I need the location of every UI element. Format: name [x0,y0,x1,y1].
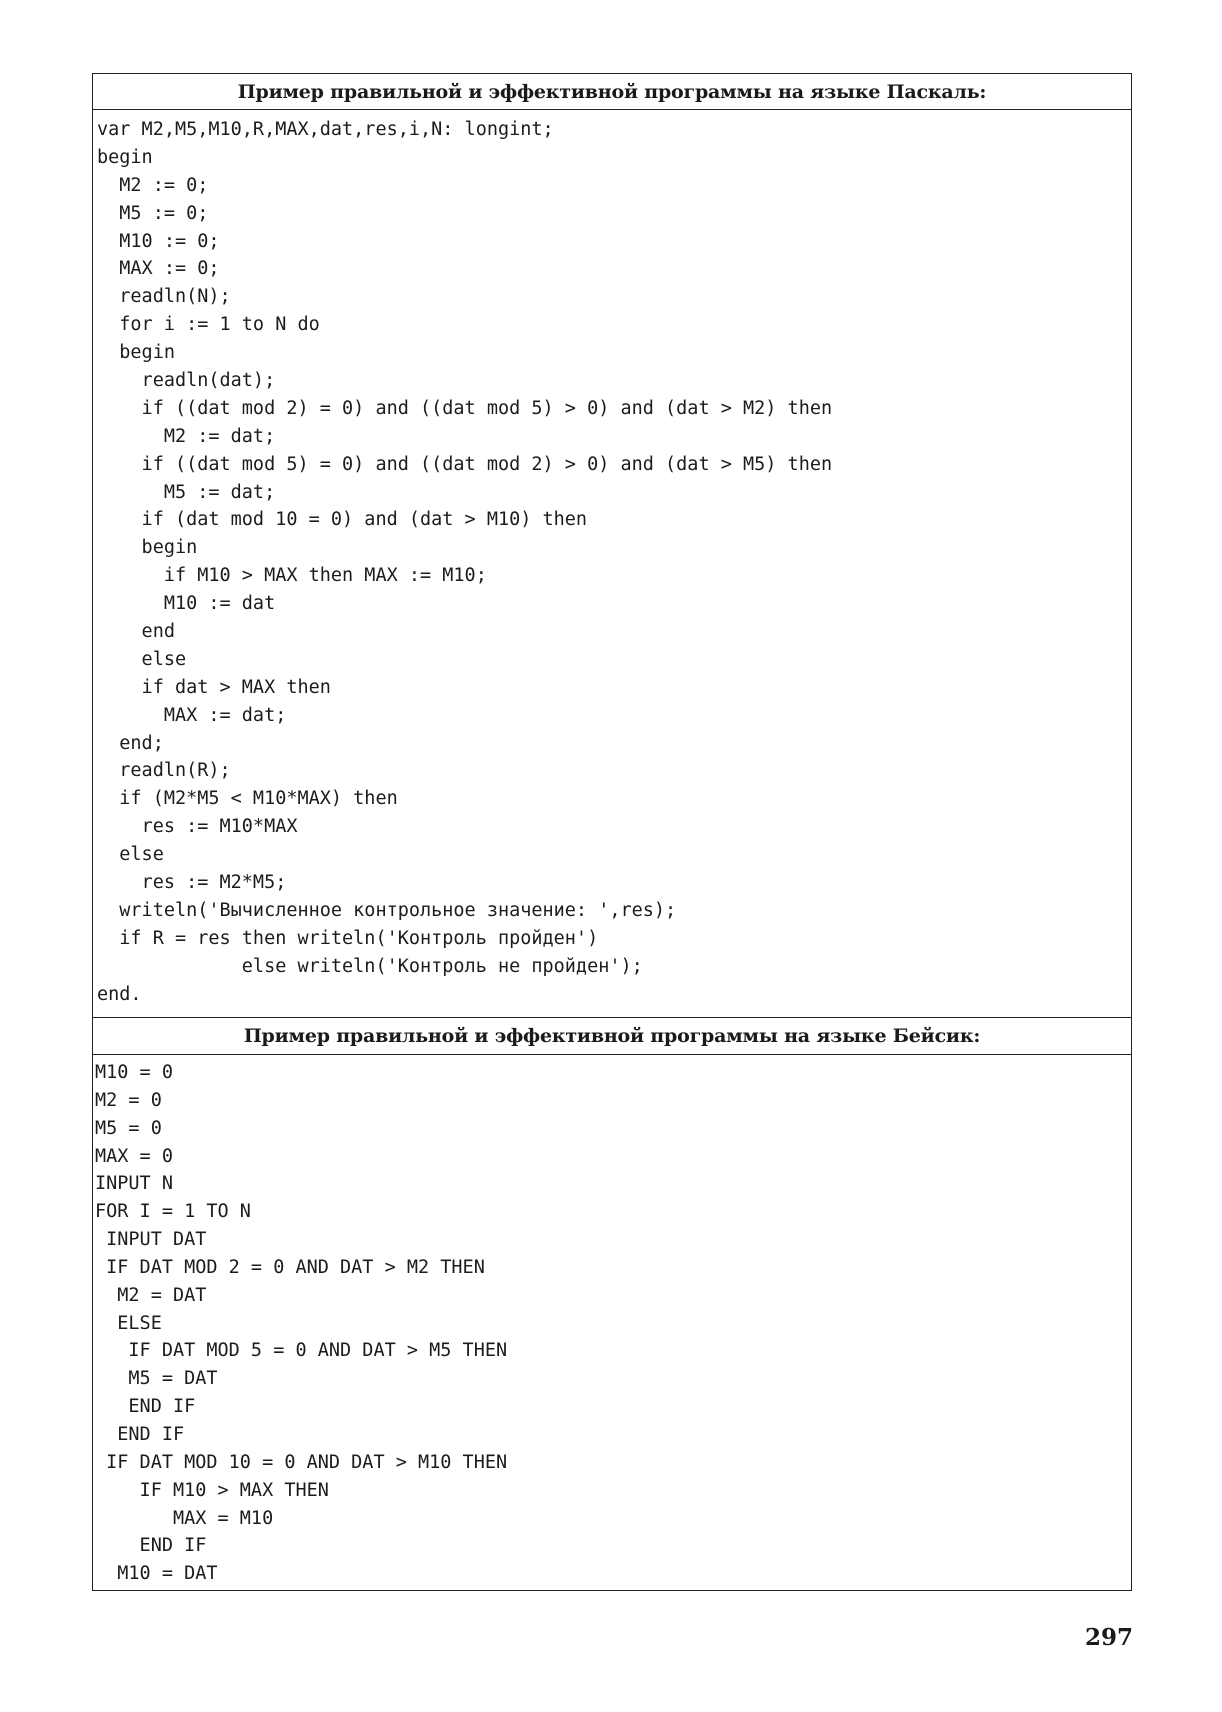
code-line: M10 := 0; [97,230,220,252]
code-line: M2 = 0 [95,1089,162,1111]
code-line: for i := 1 to N do [97,314,320,336]
code-line: if ((dat mod 5) = 0) and ((dat mod 2) > 0) and (dat > M5) then [97,453,833,475]
code-line: readln(R); [97,760,231,782]
code-line: end. [97,983,142,1005]
code-line: M2 := 0; [97,174,209,196]
code-line: INPUT DAT [95,1229,207,1251]
basic-code-listing [95,1059,1131,1588]
code-line: M5 = 0 [95,1117,162,1139]
code-line: begin [97,146,153,168]
code-line: begin [97,342,175,364]
code-line: FOR I = 1 TO N [95,1201,251,1223]
code-listing-frame [92,73,1132,1591]
code-line: IF M10 > MAX THEN [95,1479,329,1501]
code-line: M10 = DAT [95,1563,218,1585]
pascal-code-listing [97,116,1131,1009]
code-line: if ((dat mod 2) = 0) and ((dat mod 5) > 0) and (dat > M2) then [97,397,833,419]
basic-section-header: Пример правильной и эффективной программы на языке Бейсик: [93,1017,1131,1055]
code-line: M10 := dat [97,593,276,615]
code-line: M2 := dat; [97,425,276,447]
code-line: res := M10*MAX [97,816,298,838]
code-line: M2 = DAT [95,1284,207,1306]
code-line: end [97,621,175,643]
code-line: readln(N); [97,286,231,308]
pascal-section-header: Пример правильной и эффективной программы на языке Паскаль: [93,74,1131,110]
code-line: if M10 > MAX then MAX := M10; [97,565,487,587]
code-line: END IF [95,1423,185,1445]
code-line: ELSE [95,1312,162,1334]
code-line: if (dat mod 10 = 0) and (dat > M10) then [97,509,588,531]
code-line: IF DAT MOD 5 = 0 AND DAT > M5 THEN [95,1340,508,1362]
code-line: if R = res then writeln('Контроль пройден') [97,927,599,949]
code-line: MAX = 0 [95,1145,173,1167]
code-line: IF DAT MOD 10 = 0 AND DAT > M10 THEN [95,1451,508,1473]
code-line: var M2,M5,M10,R,MAX,dat,res,i,N: longint; [97,119,554,140]
code-line: M5 = DAT [95,1368,218,1390]
page-number: 297 [1085,1624,1134,1651]
code-line: if (M2*M5 < M10*MAX) then [97,788,398,810]
code-line: begin [97,537,198,559]
code-line: M5 := 0; [97,202,209,224]
code-line: end; [97,732,164,754]
code-line: END IF [95,1396,196,1418]
code-line: M5 := dat; [97,481,276,503]
code-line: M10 = 0 [95,1062,173,1083]
code-line: MAX = M10 [95,1507,274,1529]
code-line: MAX := dat; [97,704,287,726]
code-line: else [97,844,164,866]
code-line: IF DAT MOD 2 = 0 AND DAT > M2 THEN [95,1256,485,1278]
code-line: writeln('Вычисленное контрольное значение: ',res); [97,899,677,921]
code-line: else writeln('Контроль не пройден'); [97,955,643,977]
code-line: END IF [95,1535,207,1557]
code-line: INPUT N [95,1173,173,1195]
code-line: if dat > MAX then [97,676,331,698]
code-line: res := M2*M5; [97,872,287,894]
code-line: MAX := 0; [97,258,220,280]
code-line: else [97,648,187,670]
code-line: readln(dat); [97,370,276,392]
